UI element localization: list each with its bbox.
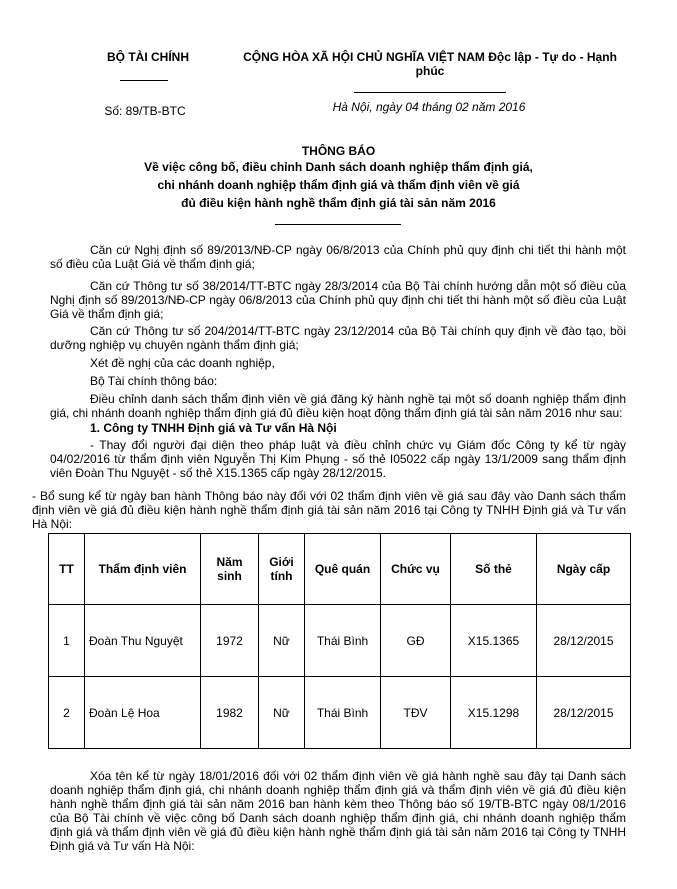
cell-card-number: X15.1365 bbox=[451, 605, 537, 677]
cell-tt: 1 bbox=[49, 605, 85, 677]
notice-subject-line-3: đủ điều kiện hành nghề thẩm định giá tài sản năm 2016 bbox=[181, 196, 496, 210]
section-1-heading: 1. Công ty TNHH Định giá và Tư vấn Hà Nội bbox=[90, 421, 337, 435]
ministry-underline bbox=[120, 80, 168, 81]
place-date: Hà Nội, ngày 04 tháng 02 năm 2016 bbox=[332, 100, 526, 114]
addition-paragraph: - Bổ sung kể từ ngày ban hành Thông báo này đối với 02 thẩm định viên về giá sau đây vào Danh sách thẩm định viên về giá đủ điều kiện hành nghề thẩm định giá tài sản năm 2016 tại Công ty TNHH Định giá và Tư vấn Hà Nội: bbox=[32, 489, 626, 531]
legal-basis-2: Căn cứ Thông tư số 38/2014/TT-BTC ngày 28/3/2014 của Bộ Tài chính hướng dẫn một số điều của Nghị định số 89/2013/NĐ-CP ngày 06/8/2013 của Chính phủ quy định chi tiết thi hành một số điều của Luật Giá về thẩm định giá; bbox=[50, 279, 626, 321]
document-number: Số: 89/TB-BTC bbox=[104, 104, 186, 118]
ministry-name: BỘ TÀI CHÍNH bbox=[107, 50, 189, 64]
national-motto: CỘNG HÒA XÃ HỘI CHỦ NGHĨA VIỆT NAM Độc lập - Tự do - Hạnh phúc bbox=[243, 50, 617, 78]
cell-position: TĐV bbox=[381, 677, 451, 749]
cell-gender: Nữ bbox=[259, 677, 305, 749]
header-card-number: Số thẻ bbox=[451, 534, 537, 605]
cell-appraiser: Đoàn Thu Nguyệt bbox=[85, 605, 201, 677]
table-row bbox=[49, 677, 631, 749]
header-tt: TT bbox=[49, 534, 85, 605]
cell-hometown: Thái Bình bbox=[305, 605, 381, 677]
representative-change: - Thay đổi người đại diện theo pháp luật và điều chỉnh chức vụ Giám đốc Công ty kể từ ngày 04/02/2016 từ thẩm định viên Nguyễn Thị Kim Phụng - số thẻ I05022 cấp ngày 13/1/2009 sang thẩm định viên Đoàn Thu Nguyệt - số thẻ X15.1365 cấp ngày 28/12/2015. bbox=[50, 438, 626, 480]
cell-tt: 2 bbox=[49, 677, 85, 749]
cell-gender: Nữ bbox=[259, 605, 305, 677]
header-appraiser: Thẩm định viên bbox=[85, 534, 201, 605]
header-issue-date: Ngày cấp bbox=[537, 534, 631, 605]
header-gender: Giới tính bbox=[259, 534, 305, 605]
header-birth-year: Năm sinh bbox=[201, 534, 259, 605]
title-underline bbox=[275, 224, 401, 225]
notice-subject-line-1: Về việc công bố, điều chỉnh Danh sách doanh nghiệp thẩm định giá, bbox=[144, 160, 533, 174]
legal-basis-3: Căn cứ Thông tư số 204/2014/TT-BTC ngày 23/12/2014 của Bộ Tài chính quy định về đào tạo, bồi dưỡng nghiệp vụ chuyên ngành thẩm định giá; bbox=[50, 324, 626, 352]
motto-underline bbox=[354, 92, 506, 93]
cell-position: GĐ bbox=[381, 605, 451, 677]
header-position: Chức vụ bbox=[381, 534, 451, 605]
notice-heading: THÔNG BÁO bbox=[301, 144, 376, 158]
legal-basis-1: Căn cứ Nghị định số 89/2013/NĐ-CP ngày 06/8/2013 của Chính phủ quy định chi tiết thi hành một số điều của Luật Giá về thẩm định giá; bbox=[50, 243, 626, 271]
consideration: Xét đề nghị của các doanh nghiệp, bbox=[90, 356, 275, 370]
cell-issue-date: 28/12/2015 bbox=[537, 677, 631, 749]
table-header-row bbox=[49, 534, 631, 605]
cell-birth-year: 1982 bbox=[201, 677, 259, 749]
cell-issue-date: 28/12/2015 bbox=[537, 605, 631, 677]
header-hometown: Quê quán bbox=[305, 534, 381, 605]
notice-subject-line-2: chi nhánh doanh nghiệp thẩm định giá và thẩm định viên về giá bbox=[157, 178, 520, 192]
cell-appraiser: Đoàn Lệ Hoa bbox=[85, 677, 201, 749]
cell-hometown: Thái Bình bbox=[305, 677, 381, 749]
removal-paragraph: Xóa tên kể từ ngày 18/01/2016 đối với 02 thẩm định viên về giá hành nghề sau đây tại Danh sách doanh nghiệp thẩm định giá, chi nhánh doanh nghiệp thẩm định giá và thẩm định viên về giá đủ điều kiện hành nghề thẩm định giá tài sản năm 2016 ban hành kèm theo Thông báo số 19/TB-BTC ngày 08/1/2016 của Bộ Tài chính về việc công bố Danh sách doanh nghiệp thẩm định giá, chi nhánh doanh nghiệp thẩm định giá và thẩm định viên về giá đủ điều kiện hành nghề thẩm định giá tài sản năm 2016 tại Công ty TNHH Định giá và Tư vấn Hà Nội: bbox=[50, 769, 626, 853]
adjustment-intro: Điều chỉnh danh sách thẩm định viên về giá đăng ký hành nghề tại một số doanh nghiệp thẩm định giá, chi nhánh doanh nghiệp thẩm định giá đủ điều kiện hoạt động thẩm định giá tài sản năm 2016 như sau: bbox=[50, 392, 626, 420]
announcement: Bộ Tài chính thông báo: bbox=[90, 374, 218, 388]
cell-birth-year: 1972 bbox=[201, 605, 259, 677]
cell-card-number: X15.1298 bbox=[451, 677, 537, 749]
appraiser-table bbox=[48, 533, 631, 749]
table-row bbox=[49, 605, 631, 677]
